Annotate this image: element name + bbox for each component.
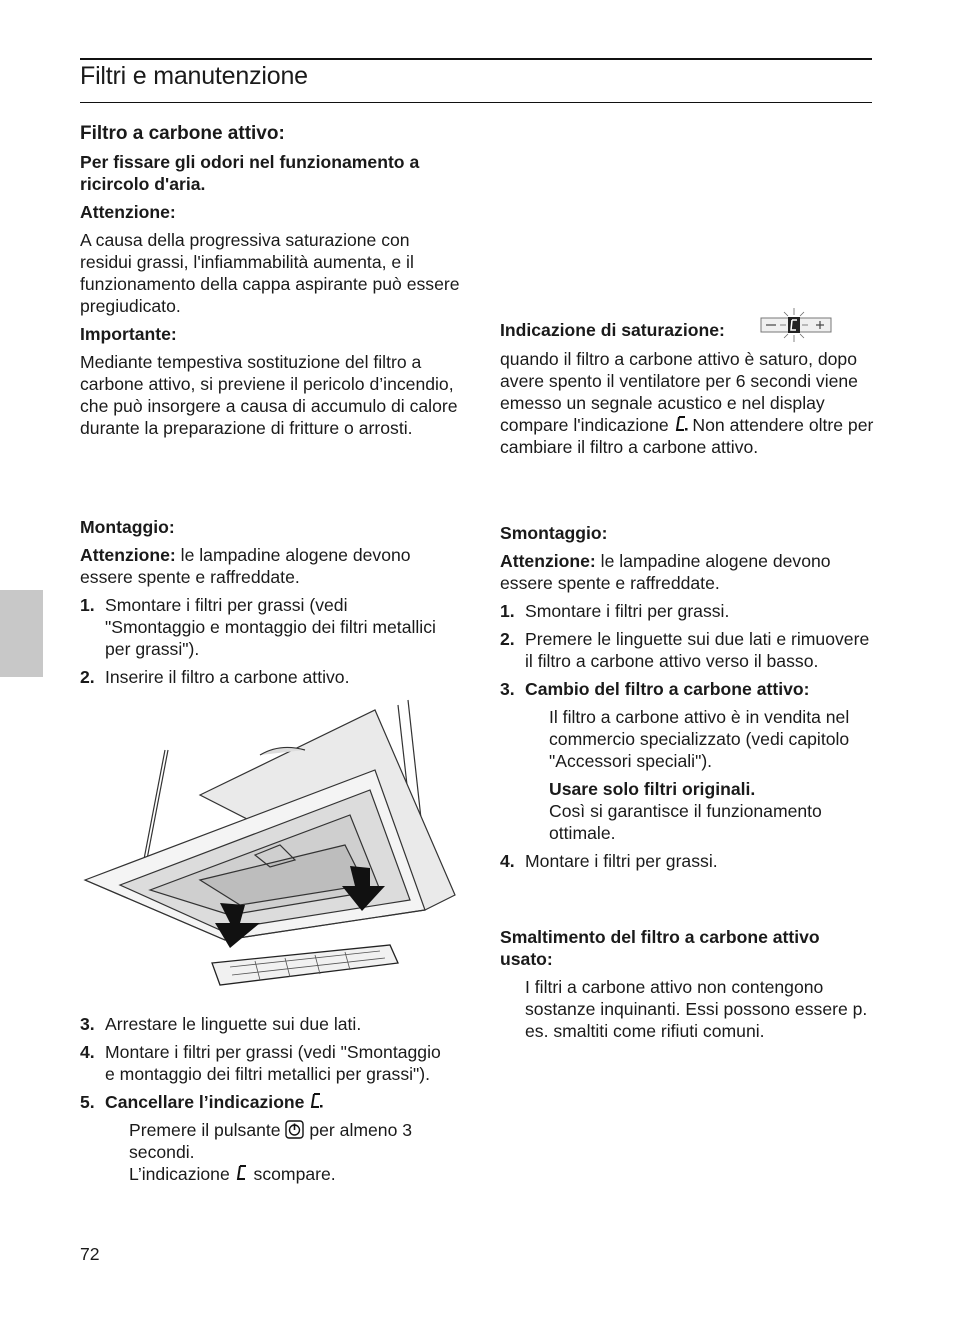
page-number: 72 [80, 1244, 100, 1264]
list-item [500, 600, 875, 622]
step-number: 4. [500, 851, 515, 871]
step5-display-text-2: scompare. [253, 1164, 336, 1184]
step-text: Arrestare le linguette sui due lati. [105, 1014, 362, 1034]
step-text: Smontare i filtri per grassi (vedi "Smontaggio e montaggio dei filtri metallici per grassi"). [105, 595, 436, 659]
step-number: 5. [80, 1092, 95, 1112]
step-text: Inserire il filtro a carbone attivo. [105, 667, 350, 687]
step-number: 1. [500, 601, 515, 621]
saturation-text [500, 348, 875, 458]
power-button-icon [285, 1120, 304, 1139]
top-rule [80, 58, 872, 60]
filter-saturation-icon [309, 1092, 323, 1110]
dismount-section [500, 522, 875, 872]
step-number: 4. [80, 1042, 95, 1062]
list-item [500, 850, 875, 872]
dismount-attention-label: Attenzione: [500, 551, 596, 571]
step-number: 3. [80, 1014, 95, 1034]
mounting-attention-text: le lampadine alogene devono essere spente e raffreddate. [80, 545, 411, 587]
mounting-attention-label: Attenzione: [80, 545, 176, 565]
hood-filter-illustration [80, 695, 460, 995]
list-item [80, 666, 450, 688]
left-column [80, 123, 460, 439]
step5-press [129, 1119, 450, 1163]
step5-display-text: L’indicazione [129, 1164, 230, 1184]
disposal-section [500, 926, 875, 1042]
step-text: Premere le linguette sui due lati e rimuovere il filtro a carbone attivo verso il basso. [525, 629, 870, 671]
step-number: 2. [80, 667, 95, 687]
attention-label: Attenzione: [80, 202, 176, 222]
title-underline [80, 102, 872, 103]
disposal-heading: Smaltimento del filtro a carbone attivo usato: [500, 927, 820, 969]
step5-press-text-2: per almeno 3 secondi. [129, 1120, 413, 1162]
step-text: Montare i filtri per grassi. [525, 851, 718, 871]
dismount-attention [500, 550, 875, 594]
saturation-heading: Indicazione di saturazione: [500, 320, 725, 340]
step3-body-text: Il filtro a carbone attivo è in vendita nel commercio specializzato (vedi capitolo "Accessori speciali"). [549, 707, 850, 771]
step5-body [80, 1119, 450, 1185]
section-heading: Filtro a carbone attivo: [80, 123, 285, 144]
dismount-heading: Smontaggio: [500, 523, 608, 543]
step5-display [129, 1163, 450, 1185]
step3-body-text-2: Così si garantisce il funzionamento ottimale. [549, 801, 822, 843]
important-label: Importante: [80, 324, 177, 344]
saturation-text-a: quando il filtro a carbone attivo è saturo, dopo avere spento il ventilatore per 6 secondi viene emesso un segnale acustico e nel display compare l'indicazione [500, 349, 858, 435]
dismount-attention-text: le lampadine alogene devono essere spente e raffreddate. [500, 551, 831, 593]
step-text: Montare i filtri per grassi (vedi "Smontaggio e montaggio dei filtri metallici per grassi"). [105, 1042, 441, 1084]
list-item [80, 594, 450, 660]
list-item [80, 1013, 450, 1035]
step5-press-text: Premere il pulsante [129, 1120, 281, 1140]
important-text: Mediante tempestiva sostituzione del filtro a carbone attivo, si previene il pericolo d’incendio, che può insorgere a causa di accumulo di calore durante la preparazione di fritture o arrosti. [80, 352, 458, 438]
mounting-attention [80, 544, 450, 588]
saturation-text-b: Non attendere oltre per cambiare il filtro a carbone attivo. [500, 415, 874, 457]
step-number: 1. [80, 595, 95, 615]
intro-text: Per fissare gli odori nel funzionamento a ricircolo d'aria. [80, 152, 420, 194]
list-item [80, 1091, 450, 1113]
display-panel-icon [758, 306, 834, 344]
list-item [500, 678, 875, 700]
step-text: Smontare i filtri per grassi. [525, 601, 730, 621]
filter-saturation-icon [674, 415, 688, 433]
steps-continued [80, 1013, 450, 1185]
step3-body [500, 706, 875, 844]
step-number: 2. [500, 629, 515, 649]
list-item [500, 628, 875, 672]
attention-text: A causa della progressiva saturazione con residui grassi, l'infiammabilità aumenta, e il funzionamento della cappa aspirante può essere pregiudicato. [80, 230, 460, 316]
step3-bold-text: Usare solo filtri originali. [549, 779, 756, 799]
page-title: Filtri e manutenzione [80, 62, 308, 90]
mounting-section [80, 516, 450, 688]
list-item [80, 1041, 450, 1085]
step-text: Cambio del filtro a carbone attivo: [525, 679, 810, 699]
mounting-heading: Montaggio: [80, 517, 175, 537]
step-number: 3. [500, 679, 515, 699]
section-tab [0, 590, 43, 677]
disposal-text: I filtri a carbone attivo non contengono sostanze inquinanti. Essi possono essere p. es. smaltiti come rifiuti comuni. [525, 977, 868, 1041]
step-text: Cancellare l’indicazione [105, 1092, 305, 1112]
filter-saturation-icon [235, 1164, 249, 1182]
